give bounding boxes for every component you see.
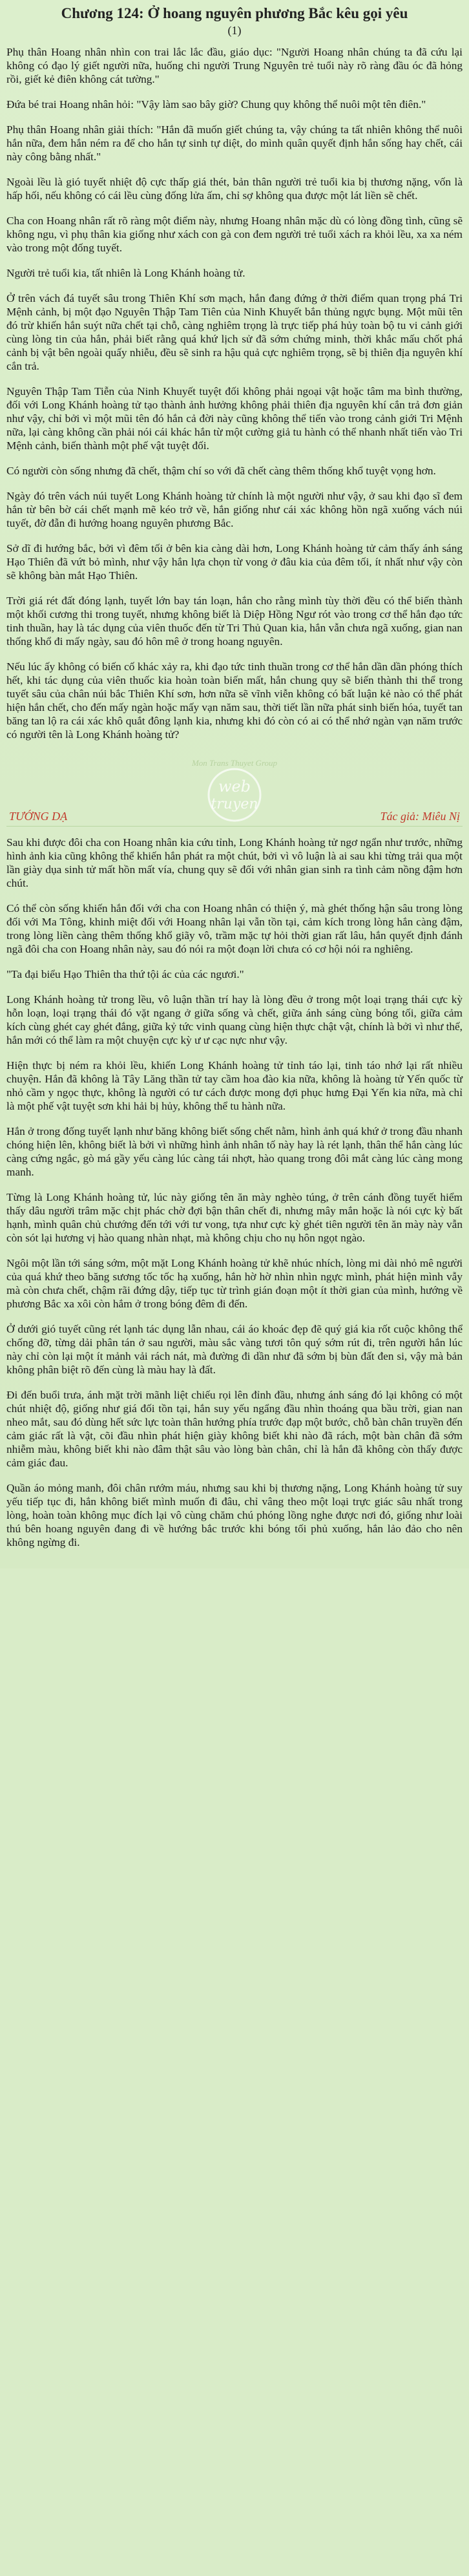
chapter-part-label: (1) [227, 24, 242, 37]
paragraph: "Ta đại biểu Hạo Thiên tha thứ tội ác của các ngươi." [6, 968, 244, 980]
paragraph: Ngoài lều là gió tuyết nhiệt độ cực thấp giá thét, bản thân người trẻ tuổi kia bị thương nặng, vốn là hấp hối, nếu không có cái lều cùng đống lửa ấm, chỉ sợ không qua được một lát liền sẽ chết. [6, 176, 463, 202]
paragraph: Long Khánh hoàng tử trong lều, vô luận thần trí hay là lòng đều ở trong một loại trạng thái cực kỳ hỗn loạn, loại trạng thái đó vặt ngang ở giữa sống và chết, giữa ánh sáng cùng bóng tối, giữa cảm kích cùng ghét cay ghét đắng, giữa kỷ tức vinh quang cùng hiện thực chật vật, chính là bởi vì như thế, hắn mới có thể làm ra một chuyện cực kỳ ư ư cạc nực như vậy. [6, 993, 463, 1046]
paragraph: Trời giá rét đất đóng lạnh, tuyết lớn bay tán loạn, hắn cho rằng mình tùy thời đều có thể biến thành một khối cương thi trong tuyết, nhưng không biết là Diệp Hồng Ngư rót vào trong cơ thể hắn đạo tức tinh thuần, hay là tác dụng của viên thuốc đến từ Tri Thủ Quan kia, hắn vẫn chưa ngã xuống, gian nan thống khổ đi mấy ngày, sau đó hôn mê ở trong hoang nguyên. [6, 595, 463, 648]
paragraph: Nếu lúc ấy không có biến cố khác xảy ra, khi đạo tức tinh thuần trong cơ thể hắn dần dần phóng thích hết, khi tác dụng của viên thuốc kia hoàn toàn biến mất, hắn chung quy sẽ biến thành thi thể trong tuyết sâu của chân núi bắc Thiên Khí sơn, hơn nữa sẽ vĩnh viễn không có bất luận kẻ nào có thể phát hiện hắn chết, cho đến mấy ngàn hoặc mấy vạn năm sau, thời tiết lần nữa phát sinh biến hóa, tuyết tan băng tan lộ ra cái xác khô quắt đông lạnh kia, nhưng khi đó còn có ai có thể nhớ ngàn vạn năm trước có người tên là Long Khánh hoàng tử? [6, 660, 463, 741]
paragraph: Hiện thực bị ném ra khỏi lều, khiến Long Khánh hoàng tử tỉnh táo lại, tinh táo nhớ lại rất nhiều chuyện. Hắn đã không là Tây Lăng thần tử tay cầm hoa đào kia nữa, không là hoàng tử Yến quốc từ nhỏ cầm y ngọc thực, không là người có tư cách được mong đợi phục hưng Đại Yến kia nữa, mà chỉ là một phế vật tuyệt sơn khi hải bị hủy, không thể tu hành nữa. [6, 1059, 463, 1112]
paragraph: Từng là Long Khánh hoàng tử, lúc này giống tên ăn mày nghèo túng, ở trên cánh đồng tuyết hiểm thấy dâu người trâm mặc chịt phác chờ đợi bận thân chết đi, nhưng mây mắn hoặc là nói cực kỳ bất hạnh, mình quân chủ chướng đến tới với tư vong, tựa như cực kỳ ghét tiên người tên ăn mày này vẫn còn sót lại hương vị hào quang nhàn nhạt, mà không chịu cho nụ hôn ngọt ngào. [6, 1191, 463, 1244]
paragraph: Hắn ở trong đống tuyết lạnh như băng không biết sống chết nằm, hình ảnh quá khứ ở trong đầu nhanh chóng hiện lên, không biết là bởi vì những hình ảnh nhân tố này hay là rét lạnh, thân thể hắn càng lúc càng cứng ngắc, gò má gầy yếu càng lúc càng tái nhợt, hào quang trong đôi mắt càng lúc càng mong manh. [6, 1125, 463, 1178]
chapter-divider [6, 753, 463, 830]
paragraph: Đứa bé trai Hoang nhân hỏi: "Vậy làm sao bây giờ? Chung quy không thể nuôi một tên điên." [6, 98, 426, 111]
novel-meta-row [6, 810, 463, 827]
paragraph: Có người còn sống nhưng đã chết, thậm chí so với đã chết càng thêm thống khổ tuyệt vọng hơn. [6, 465, 436, 477]
paragraph: Sau khi được đôi cha con Hoang nhân kia cứu tỉnh, Long Khánh hoàng tử ngơ ngẩn như trước, những hình ảnh kia cũng không thể khiến hắn phát ra một chút, bởi vì vô luận là ai sau khi từng trải qua một lần giày dụa sinh tử mất hồn mất vía, chung quy sẽ đối với nhân gian sinh ra tình cảm nồng đậm hơn chút. [6, 836, 463, 889]
paragraph: Ngày đó trên vách núi tuyết Long Khánh hoàng tử chính là một người như vậy, ở sau khi đạo sĩ đem hắn từ bên bờ cái chết mạnh mẽ kéo trở về, hắn giống như cái xác không hồn ngã xuống vách núi tuyết, đờ đẫn đi hướng hoang nguyên phương Bắc. [6, 490, 463, 529]
paragraph: Có thể còn sống khiến hắn đối với cha con Hoang nhân có thiện ý, mà ghét thống hận sâu trong lòng đối với Ma Tông, khinh miệt đối với Hoang nhân lại vẫn tồn tại, cảm kích trong lòng hắn càng đậm, trong lòng liền càng thêm thống khổ giãy vô, trầm mặc tự hỏi thời gian rất lâu, hắn quyết định đánh ngã đôi cha con Hoang nhân này, sau đó nói ra một đoạn lời chưa có cơ hội nói ra nghiêng. [6, 902, 463, 955]
paragraph: Người trẻ tuổi kia, tất nhiên là Long Khánh hoàng tử. [6, 267, 245, 279]
chapter-header [6, 0, 463, 45]
paragraph: Phụ thân Hoang nhân nhìn con trai lắc lắc đầu, giáo dục: "Người Hoang nhân chúng ta đã cứu lại không có đạo lý giết người nữa, huống chi người Trung Nguyên trẻ tuổi này rõ ràng đầu óc đã hỏng rồi, giết kẻ điên không cát tường." [6, 46, 463, 85]
paragraph: Quần áo mỏng manh, đôi chân rướm máu, nhưng sau khi bị thương nặng, Long Khánh hoàng tử suy yếu tiếp tục đi, hắn không biết mình muốn đi đâu, chỉ vâng theo một loại trực giác sâu nhất trong lòng, hoàn toàn không mục đích lại vô cùng chăm chú phóng lồng nghe được nơi đó, giống như loài thú bên hoang nguyên đang đi về hướng bắc trước khi bóng tối phủ xuống, hắn lảo đảo cho nên không ngừng đi. [6, 1482, 463, 1548]
novel-author: Tác giả: Miêu Nị [380, 810, 460, 823]
paragraph: Phụ thân Hoang nhân giải thích: "Hắn đã muốn giết chúng ta, vậy chúng ta tất nhiên không thể nuôi hắn nữa, đem hắn ném ra để cho hắn tự sinh tự diệt, do mình quân quyết định hắn sống hay chết, cái này công bằng nhất." [6, 123, 463, 163]
svg-text:web: web [218, 777, 251, 796]
novel-title: TƯỚNG DẠ [9, 810, 68, 823]
paragraph: Đi đến buổi trưa, ánh mặt trời mãnh liệt chiếu rọi lên đỉnh đầu, nhưng ánh sáng đó lại không có một chút nhiệt độ, giống như giá đối tồn tại, hắn suy yếu ngẩng đầu nhìn thoáng qua bầu trời, gian nan nheo mắt, sau đó dùng hết sức lực toàn thân hướng phía trước đạp một bước, chỗ bàn chân truyền đến cảm giác rất là vật, cõi đầu nhìn phát hiện giày không biết khi nào đã rách, một bàn chân đã sớm nhiễm màu, không biết khi nào đâm thật sâu vào lòng bàn chân, chỉ là hắn đã không còn thấy được cảm giác đau. [6, 1389, 463, 1469]
chapter-title: Chương 124: Ở hoang nguyên phương Bắc kêu gọi yêu [61, 5, 408, 21]
svg-text:truyen: truyen [211, 796, 258, 812]
chapter-text-part-1 [6, 45, 463, 741]
chapter-text-part-2 [6, 836, 463, 1549]
paragraph: Ngôi một lần tới sáng sớm, một mặt Long Khánh hoàng tử khẽ nhúc nhích, lòng mi dài nhỏ mê người của quá khứ theo băng sương tốc tốc hạ xuống, hắn hờ hờ nhìn nhìn ngực mình, phát hiện mình vẫy mà còn chưa chết, chậm rãi đứng dậy, tiếp tục từ trình gián đoạn một ít thời gian của mình, hướng về phương Bắc xa xôi còn hắm ở trong bóng đêm đi đến. [6, 1257, 463, 1310]
paragraph: Cha con Hoang nhân rất rõ ràng một điểm này, nhưng Hoang nhân mặc dù có lòng đồng tình, cũng sẽ không ngu, vì phụ thân kia giống như xách con gà con đem người trẻ tuổi xách ra khỏi lều, xa xa ném vào trong một đống tuyết. [6, 215, 463, 254]
paragraph: Nguyên Thập Tam Tiễn của Ninh Khuyết tuyệt đối không phải ngoại vật hoặc tâm ma bình thường, đối với Long Khánh hoàng tử tạo thành ảnh hưởng không phải thiên địa nguyên khí cắn trả đơn giản như vậy, chỉ bởi vì một mũi tên đó hắn cả đời này cũng không thể tiến vào trong cảnh giới Tri Mệnh nữa, lại càng không cần phải nói cái khác hắn từ một cường giả tu hành có thể nhanh nhất tiến vào Tri Mệnh cảnh, biến thành một phế vật tuyệt đối. [6, 385, 463, 452]
paragraph: Ở dưới gió tuyết cũng rét lạnh tác dụng lẫn nhau, cái áo khoác đẹp đẽ quý giá kia rốt cuộc không thể chống đỡ, từng dải phân tán ở sau người, màu sắc vàng tươi tôn quý sớm rút đi, trên người hắn lúc này chỉ còn lại một ít mảnh vải rách nát, mà đường đi dần như đã sớm bị bùn đất đen si, vậy mà bản không phân biệt rõ đến cùng là màu hay là đất. [6, 1323, 463, 1376]
brand-caption: Mon Trans Thuyet Group [191, 758, 278, 768]
paragraph: Sở dĩ đi hướng bắc, bởi vì đêm tối ở bên kia càng dài hơn, Long Khánh hoàng tử cảm thấy ánh sáng Hạo Thiên đã vứt bỏ mình, như vậy hắn lựa chọn từ vong ở đâu kia của đêm tối, ít nhất như vậy còn sẽ không bàn mắt Hạo Thiên. [6, 542, 463, 582]
paragraph: Ở trên vách đá tuyết sâu trong Thiên Khí sơn mạch, hắn đang đứng ở thời điểm quan trọng phá Tri Mệnh cảnh, bị một đạo Nguyên Thập Tam Tiên của Ninh Khuyết bắn thủng ngực bụng. Một mũi tên đó trừ khiến hắn suýt nữa chết tại chỗ, càng nghiêm trọng là trực tiếp phá hủy toàn bộ tu vi cảnh giới cùng lòng tin của hắn, phải biết rằng quá khứ lịch sử đã sớm chứng minh, thời khắc mấu chốt phá cảnh bị vật bên ngoài quấy nhiễu, đều sẽ sinh ra hậu quả cực nghiêm trọng, sẽ bị thiên địa nguyên khí cắn trả. [6, 292, 463, 372]
